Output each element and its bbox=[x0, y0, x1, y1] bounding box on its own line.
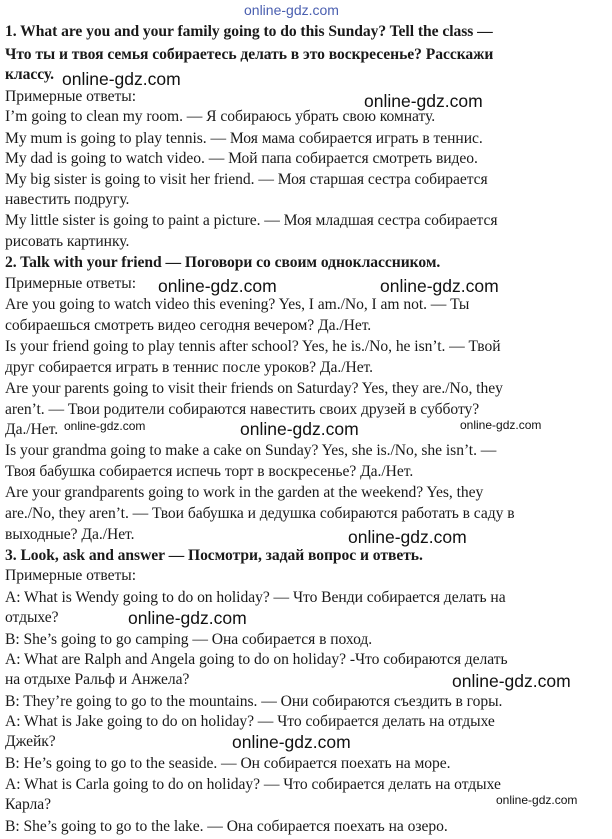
text-line: Да./Нет. bbox=[5, 421, 59, 438]
text-line: My little sister is going to paint a picture. — Моя младшая сестра собирается bbox=[5, 212, 498, 229]
text-line: B: She’s going to go camping — Она собирается в поход. bbox=[5, 631, 373, 648]
exercise-2-heading: 2. Talk with your friend — Поговори со своим одноклассником. bbox=[5, 254, 441, 271]
text-line: Карла? bbox=[5, 796, 52, 813]
watermark: online-gdz.com bbox=[240, 419, 359, 439]
text-line: are./No, they aren’t. — Твои бабушка и дедушка собираются работать в саду в bbox=[5, 505, 515, 522]
text-line: A: What is Carla going to do on holiday? — Что собирается делать на отдыхе bbox=[5, 776, 501, 793]
text-line: Is your friend going to play tennis after school? Yes, he is./No, he isn’t. — Твой bbox=[5, 338, 501, 355]
watermark: online-gdz.com bbox=[380, 276, 499, 296]
text-line: Are your grandparents going to work in the garden at the weekend? Yes, they bbox=[5, 484, 484, 501]
text-line: A: What is Wendy going to do on holiday? — Что Венди собирается делать на bbox=[5, 589, 506, 606]
text-line: B: He’s going to go to the seaside. — Он собирается поехать на море. bbox=[5, 755, 451, 772]
text-line: Твоя бабушка собирается испечь торт в воскресенье? Да./Нет. bbox=[5, 463, 414, 480]
text-line: выходные? Да./Нет. bbox=[5, 526, 135, 543]
exercise-1-heading-line-2: Что ты и твоя семья собираетесь делать в это воскресенье? Расскажи bbox=[5, 46, 494, 63]
watermark: online-gdz.com bbox=[232, 732, 351, 752]
text-line: B: They’re going to go to the mountains. — Они собираются съездить в горы. bbox=[5, 693, 503, 710]
watermark: online-gdz.com bbox=[364, 91, 483, 111]
sample-answers-label: Примерные ответы: bbox=[5, 88, 137, 105]
watermark: online-gdz.com bbox=[62, 69, 181, 89]
text-line: навестить подругу. bbox=[5, 191, 130, 208]
sample-answers-label: Примерные ответы: bbox=[5, 567, 137, 584]
text-line: My big sister is going to visit her friend. — Моя старшая сестра собирается bbox=[5, 171, 488, 188]
text-line: Джейк? bbox=[5, 733, 56, 750]
text-line: Are your parents going to visit their friends on Saturday? Yes, they are./No, they bbox=[5, 380, 503, 397]
watermark: online-gdz.com bbox=[460, 418, 542, 432]
text-line: Is your grandma going to make a cake on Sunday? Yes, she is./No, she isn’t. — bbox=[5, 442, 497, 459]
text-line: B: She’s going to go to the lake. — Она собирается поехать на озеро. bbox=[5, 818, 448, 835]
text-line: My mum is going to play tennis. — Моя мама собирается играть в теннис. bbox=[5, 130, 483, 147]
exercise-1-heading-line-1: 1. What are you and your family going to do this Sunday? Tell the class — bbox=[5, 23, 493, 40]
text-line: Are you going to watch video this evening? Yes, I am./No, I am not. — Ты bbox=[5, 296, 470, 313]
watermark: online-gdz.com bbox=[64, 419, 146, 433]
text-line: A: What are Ralph and Angela going to do on holiday? -Что собираются делать bbox=[5, 651, 508, 668]
text-line: рисовать картинку. bbox=[5, 233, 130, 250]
watermark: online-gdz.com bbox=[158, 276, 277, 296]
watermark: online-gdz.com bbox=[128, 608, 247, 628]
text-line: My dad is going to watch video. — Мой папа собирается смотреть видео. bbox=[5, 150, 478, 167]
watermark: online-gdz.com bbox=[452, 671, 571, 691]
watermark-top: online-gdz.com bbox=[244, 2, 339, 18]
text-line: I’m going to clean my room. — Я собираюсь убрать свою комнату. bbox=[5, 108, 436, 125]
watermark: online-gdz.com bbox=[496, 793, 578, 807]
text-line: A: What is Jake going to do on holiday? — Что собирается делать на отдыхе bbox=[5, 713, 495, 730]
exercise-1-heading-line-3: классу. bbox=[5, 66, 54, 83]
text-line: друг собирается играть в теннис после уроков? Да./Нет. bbox=[5, 359, 374, 376]
text-line: отдыхе? bbox=[5, 609, 59, 626]
watermark: online-gdz.com bbox=[348, 527, 467, 547]
sample-answers-label: Примерные ответы: bbox=[5, 275, 137, 292]
text-line: собираешься смотреть видео сегодня вечером? Да./Нет. bbox=[5, 317, 372, 334]
text-line: на отдыхе Ральф и Анжела? bbox=[5, 671, 190, 688]
text-line: aren’t. — Твои родители собираются навестить своих друзей в субботу? bbox=[5, 401, 480, 418]
exercise-3-heading: 3. Look, ask and answer — Посмотри, задай вопрос и ответь. bbox=[5, 547, 423, 564]
